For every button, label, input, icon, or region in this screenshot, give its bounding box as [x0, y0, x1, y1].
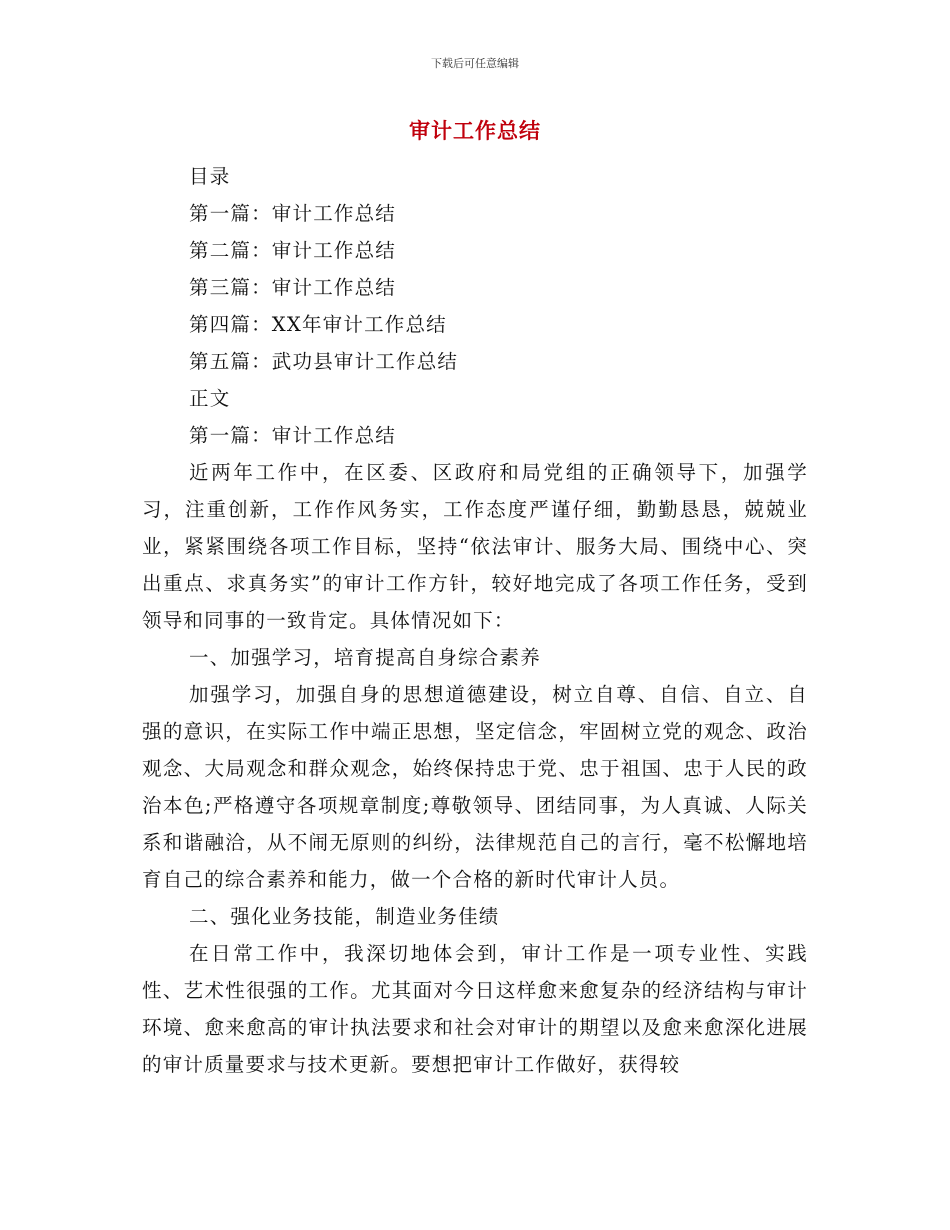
- toc-item: 第二篇：审计工作总结: [189, 239, 397, 262]
- body-paragraph: 在日常工作中，我深切地体会到，审计工作是一项专业性、实践性、艺术性很强的工作。尤其面对今日这样愈来愈复杂的经济结构与审计环境、愈来愈高的审计执法要求和社会对审计的期望以及愈来愈深化进展的审计质量要求与技术更新。要想把审计工作做好，获得较: [142, 942, 808, 1076]
- document-body: [142, 158, 808, 1083]
- toc-label: 目录: [189, 165, 231, 188]
- toc-item: 第三篇：审计工作总结: [189, 276, 397, 299]
- body-paragraph: 加强学习，加强自身的思想道德建设，树立自尊、自信、自立、自强的意识，在实际工作中端正思想，坚定信念，牢固树立党的观念、政治观念、大局观念和群众观念，始终保持忠于党、忠于祖国、忠于人民的政治本色;严格遵守各项规章制度;尊敬领导、团结同事，为人真诚、人际关系和谐融洽，从不闹无原则的纠纷，法律规范自己的言行，毫不松懈地培育自己的综合素养和能力，做一个合格的新时代审计人员。: [142, 683, 808, 891]
- toc-item: 第五篇：武功县审计工作总结: [189, 350, 459, 373]
- section-heading: 一、加强学习，培育提高自身综合素养: [189, 646, 541, 669]
- body-label: 正文: [189, 387, 231, 410]
- document-title: 审计工作总结: [409, 119, 541, 143]
- section-title: 第一篇：审计工作总结: [189, 424, 397, 447]
- toc-item: 第四篇：XX年审计工作总结: [189, 313, 447, 336]
- toc-item: 第一篇：审计工作总结: [189, 202, 397, 225]
- intro-paragraph: 近两年工作中，在区委、区政府和局党组的正确领导下，加强学习，注重创新，工作作风务实，工作态度严谨仔细，勤勤恳恳，兢兢业业，紧紧围绕各项工作目标，坚持“依法审计、服务大局、围绕中心、突出重点、求真务实”的审计工作方针，较好地完成了各项工作任务，受到领导和同事的一致肯定。具体情况如下：: [142, 461, 808, 632]
- section-heading: 二、强化业务技能，制造业务佳绩: [189, 905, 500, 928]
- header-note: 下载后可任意编辑: [431, 57, 519, 70]
